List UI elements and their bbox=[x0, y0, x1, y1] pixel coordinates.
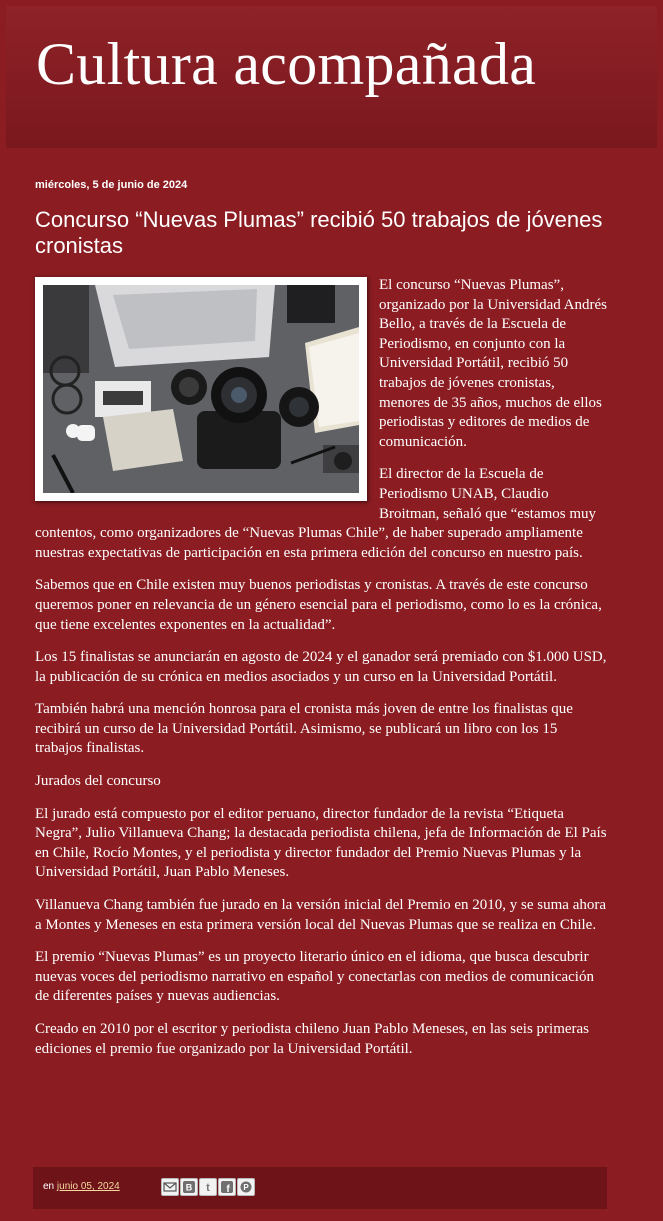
post-footer bbox=[33, 1167, 607, 1209]
post-title[interactable]: Concurso “Nuevas Plumas” recibió 50 trabajos de jóvenes cronistas bbox=[35, 207, 603, 258]
post-paragraph: Los 15 finalistas se anunciarán en agosto de 2024 y el ganador será premiado con $1.000 USD, la publicación de su crónica en medios asociados y un curso en la Universidad Portátil. bbox=[35, 649, 607, 685]
facebook-glyph: f bbox=[226, 1184, 230, 1193]
section-heading: Jurados del concurso bbox=[35, 773, 161, 790]
post-body bbox=[35, 276, 607, 1072]
twitter-glyph: t bbox=[206, 1182, 210, 1193]
photo-illustration bbox=[43, 285, 359, 493]
post-paragraph: Sabemos que en Chile existen muy buenos periodistas y cronistas. A través de este concurso queremos poner en relevancia de un género esencial para el periodismo, como lo es la crónica, que tiene excelentes exponentes en la actualidad”. bbox=[35, 577, 602, 633]
post-paragraph: Creado en 2010 por el escritor y periodista chileno Juan Pablo Meneses, en las seis primeras ediciones el premio fue organizado por la Universidad Portátil. bbox=[35, 1021, 590, 1057]
share-buttons bbox=[161, 1178, 256, 1196]
email-icon[interactable] bbox=[161, 1178, 179, 1196]
blog-title[interactable]: Cultura acompañada bbox=[36, 31, 537, 97]
post-date-link[interactable]: junio 05, 2024 bbox=[56, 1181, 120, 1192]
post-paragraph: Villanueva Chang también fue jurado en la versión inicial del Premio en 2010, y se suma ahora a Montes y Meneses en esta primera versión local del Nuevas Plumas que se realiza en Chile. bbox=[35, 897, 607, 933]
post-paragraph: El concurso “Nuevas Plumas”, organizado por la Universidad Andrés Bello, a través de la Escuela de Periodismo, en conjunto con la Universidad Portátil, recibió 50 trabajos de jóvenes cronistas, menores de 35 años, muchos de ellos periodistas y editores de medios de comunicación. bbox=[379, 277, 607, 450]
post-paragraph: También habrá una mención honrosa para el cronista más joven de entre los finalistas que recibirá un curso de la Universidad Portátil. Asimismo, se publicará un libro con los 15 trabajos finalistas. bbox=[35, 701, 573, 757]
post-timestamp bbox=[43, 1181, 120, 1192]
pinterest-glyph: P bbox=[243, 1183, 249, 1192]
facebook-icon[interactable] bbox=[218, 1178, 236, 1196]
pinterest-icon[interactable] bbox=[237, 1178, 255, 1196]
footer-prefix: en bbox=[43, 1181, 55, 1192]
post-date: miércoles, 5 de junio de 2024 bbox=[35, 179, 188, 191]
post-paragraph: El jurado está compuesto por el editor peruano, director fundador de la revista “Etiqueta Negra”, Julio Villanueva Chang; la destacada periodista chilena, jefa de Información de El País en Chile, Rocío Montes, y el periodista y director fundador del Premio Nuevas Plumas y la Universidad Portátil, Juan Pablo Meneses. bbox=[35, 805, 607, 881]
blog-header bbox=[6, 6, 657, 148]
post-paragraph: El premio “Nuevas Plumas” es un proyecto literario único en el idioma, que busca descubrir nuevas voces del periodismo narrativo en español y conectarlas con medios de comunicación de diferentes países y nuevas audiencias. bbox=[35, 949, 594, 1005]
twitter-icon[interactable] bbox=[199, 1178, 217, 1196]
post-image[interactable] bbox=[35, 277, 367, 501]
post-paragraph: El director de la Escuela de Periodismo UNAB, Claudio Broitman, señaló que “estamos muy contentos, como organizadores de “Nuevas Plumas Chile”, de haber superado ampliamente nuestras expectativas de participación en esta primera edición del concurso en nuestro país. bbox=[35, 466, 597, 561]
blogger-glyph: B bbox=[185, 1182, 193, 1193]
blogger-icon[interactable] bbox=[180, 1178, 198, 1196]
